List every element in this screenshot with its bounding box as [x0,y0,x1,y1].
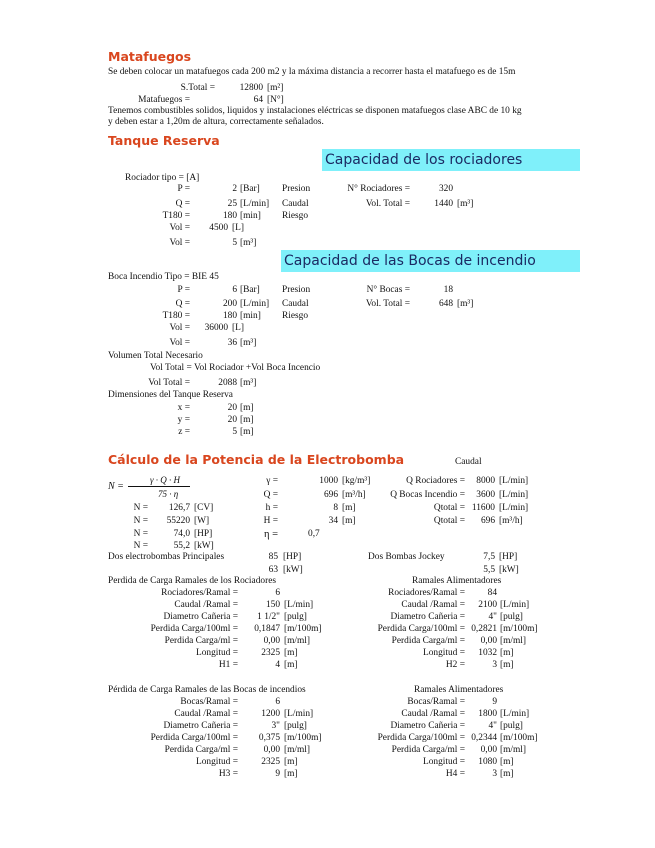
rociadores-alim-row-unit: [L/min] [500,600,530,610]
bocas-alim-row-value: 0,2344 [471,733,497,743]
q-bocas-label: Q Bocas Incendio = [390,490,465,500]
dim-z-unit: [m] [240,427,254,437]
vol-total-formula: Vol Total = Vol Rociador +Vol Boca Incencio [150,363,321,373]
dim-z-value: 5 [232,427,237,437]
boca-vol-total-label: Vol. Total = [365,299,410,309]
n-kw-label: N = [133,541,148,551]
rociadores-ramal-row-label: Diametro Cañeria = [163,612,238,622]
boca-q-value: 200 [222,299,237,309]
n-cv-unit: [CV] [194,503,214,513]
vol-total-necesario: Volumen Total Necesario [108,351,203,361]
boca-p-value: 6 [232,285,237,295]
rociador-vol1-value: 4500 [209,223,228,233]
rociadores-ramal-row-label: Caudal /Ramal = [174,600,238,610]
rociadores-ramal-row-label: Perdida Carga/100ml = [150,624,238,634]
boca-vol2-label: Vol = [169,338,190,348]
rociadores-alim-row-value: 2100 [478,600,497,610]
rociador-t-value: 180 [222,211,237,221]
dim-x-unit: [m] [240,403,254,413]
n-hp-label: N = [133,529,148,539]
jockey-kw-unit: [kW] [499,565,519,575]
rociadores-ramal-row-unit: [m/100m] [284,624,322,634]
rociadores-alim-row-label: Diametro Cañeria = [390,612,465,622]
tanque-title: Tanque Reserva [108,133,220,148]
bocas-ramal-row-label: Longitud = [195,757,238,767]
rociador-t-label: T180 = [162,211,190,221]
eta-value: 0,7 [308,529,320,539]
rociador-vol-total-value: 1440 [434,199,453,209]
rociadores-ramal-row-label: Longitud = [195,648,238,658]
rociadores-ramal-row-value: 0,00 [263,636,280,646]
rociador-vol2-label: Vol = [169,238,190,248]
rociador-t-desc: Riesgo [282,211,309,221]
jockey-label: Dos Bombas Jockey [368,552,445,562]
n-kw-unit: [kW] [194,541,214,551]
rociadores-alim-row-label: H2 = [445,660,465,670]
rociadores-alim-row-label: Perdida Carga/ml = [391,636,465,646]
matafuegos-intro: Se deben colocar un matafuegos cada 200 m2 y la máxima distancia a recorrer hasta el matafuego es de 15m [108,67,516,77]
H-unit: [m] [342,516,356,526]
s-total-label: S.Total = [180,83,215,93]
q-bocas-value: 3600 [476,490,495,500]
rociadores-alim-row-unit: [m] [500,660,514,670]
rociadores-alim-row-label: Longitud = [422,648,465,658]
vol-total-label: Vol Total = [148,378,190,388]
boca-p-label: P = [177,285,190,295]
rociador-p-unit: [Bar] [240,184,260,194]
bocas-ramal-row-label: Diametro Cañeria = [163,721,238,731]
bocas-ramal-row-label: Perdida Carga/ml = [164,745,238,755]
rociadores-ramal-row-value: 1 1/2" [257,612,280,622]
bocas-alim-row-label: Longitud = [422,757,465,767]
bocas-ramal-row-value: 6 [275,697,280,707]
bocas-ramal-row-unit: [L/min] [284,709,314,719]
perdidas-rociadores-alim-title: Ramales Alimentadores [412,576,502,586]
q-rociadores-unit: [L/min] [499,476,529,486]
q-bocas-unit: [L/min] [499,490,529,500]
boca-vol2-value: 36 [227,338,237,348]
gamma-label: γ = [266,476,278,486]
boca-p-desc: Presion [282,285,311,295]
rociadores-ramal-row-unit: [m] [284,648,298,658]
rociadores-alim-row-value: 84 [487,588,497,598]
matafuegos-count-label: Matafuegos = [138,95,190,105]
bocas-ramal-row-unit: [m] [284,769,298,779]
boca-tipo: Boca Incendio Tipo = BIE 45 [108,272,219,282]
q-label: Q = [263,490,278,500]
boca-p-unit: [Bar] [240,285,260,295]
perdidas-rociadores-title: Perdida de Carga Ramales de los Rociadores [108,576,277,586]
rociadores-alim-row-value: 0,00 [480,636,497,646]
rociadores-alim-row-label: Rociadores/Ramal = [388,588,465,598]
n-w-value: 55220 [166,516,190,526]
rociador-q-desc: Caudal [282,199,309,209]
rociadores-alim-row-value: 1032 [478,648,497,658]
boca-t-desc: Riesgo [282,311,309,321]
rociador-p-label: P = [177,184,190,194]
n-hp-unit: [HP] [194,529,213,539]
q-total-lmin-unit: [L/min] [499,503,529,513]
principales-kw-unit: [kW] [283,565,303,575]
rociadores-capacity-title: Capacidad de los rociadores [322,149,580,171]
rociador-vol-total-unit: [m³] [457,199,474,209]
bocas-alim-row-unit: [m/ml] [500,745,527,755]
bocas-alim-row-value: 1080 [478,757,497,767]
q-total-lmin-label: Qtotal = [433,503,465,513]
bocas-ramal-row-value: 0,00 [263,745,280,755]
principales-hp-value: 85 [268,552,278,562]
principales-label: Dos electrobombas Principales [108,552,225,562]
bocas-ramal-row-label: Bocas/Ramal = [180,697,238,707]
electrobomba-title: Cálculo de la Potencia de la Electrobomba [108,452,405,467]
bocas-alim-row-unit: [pulg] [500,721,523,731]
dim-y-label: y = [177,415,190,425]
perdidas-bocas-alim-title: Ramales Alimentadores [414,685,504,695]
bocas-alim-row-label: Caudal /Ramal = [401,709,465,719]
principales-kw-value: 63 [268,565,278,575]
bocas-alim-row-unit: [m] [500,769,514,779]
bocas-alim-row-unit: [L/min] [500,709,530,719]
q-value: 696 [323,490,338,500]
dim-y-unit: [m] [240,415,254,425]
q-rociadores-value: 8000 [476,476,495,486]
matafuegos-count-value: 64 [253,95,263,105]
boca-vol1-value: 36000 [204,323,228,333]
rociadores-alim-row-value: 4" [488,612,497,622]
dim-z-label: z = [178,427,190,437]
bocas-alim-row-label: Perdida Carga/100ml = [377,733,465,743]
rociador-q-unit: [L/min] [240,199,270,209]
jockey-hp-value: 7,5 [483,552,495,562]
boca-vol2-unit: [m³] [240,338,257,348]
bocas-alim-row-value: 3 [492,769,497,779]
matafuegos-count-unit: [N°] [267,95,284,105]
jockey-kw-value: 5,5 [483,565,495,575]
matafuegos-title: Matafuegos [108,49,192,64]
formula-fraction-line [128,486,190,487]
bocas-alim-row-label: Perdida Carga/ml = [391,745,465,755]
matafuegos-note-2: y deben estar a 1,20m de altura, correctamente señalados. [108,117,324,127]
H-label: H = [263,516,278,526]
perdidas-bocas-title: Pérdida de Carga Ramales de las Bocas de incendios [108,685,306,695]
bocas-ramal-row-unit: [m/100m] [284,733,322,743]
eta-label: η = [263,529,278,540]
rociadores-ramal-row-value: 150 [265,600,280,610]
s-total-unit: [m²] [267,83,284,93]
boca-vol1-unit: [L] [232,323,244,333]
rociadores-ramal-row-value: 6 [275,588,280,598]
n-rociadores-value: 320 [438,184,453,194]
boca-q-label: Q = [175,299,190,309]
rociadores-ramal-row-unit: [m] [284,660,298,670]
dim-y-value: 20 [227,415,237,425]
n-w-label: N = [133,516,148,526]
h-unit: [m] [342,503,356,513]
boca-t-unit: [min] [240,311,261,321]
n-bocas-label: N° Bocas = [366,285,410,295]
rociador-vol2-unit: [m³] [240,238,257,248]
H-value: 34 [328,516,338,526]
q-total-lmin-value: 11600 [471,503,495,513]
n-cv-value: 126,7 [168,503,190,513]
q-total-m3h-label: Qtotal = [433,516,465,526]
bocas-ramal-row-value: 1200 [261,709,280,719]
boca-vol-total-value: 648 [438,299,453,309]
rociadores-alim-row-unit: [pulg] [500,612,523,622]
bocas-ramal-row-unit: [pulg] [284,721,307,731]
boca-q-desc: Caudal [282,299,309,309]
bocas-alim-row-unit: [m] [500,757,514,767]
bocas-ramal-row-value: 3" [271,721,280,731]
vol-total-value: 2088 [218,378,237,388]
rociadores-ramal-row-value: 2325 [261,648,280,658]
rociador-tipo: Rociador tipo = [A] [125,173,200,183]
rociador-q-label: Q = [175,199,190,209]
q-total-m3h-value: 696 [480,516,495,526]
vol-total-unit: [m³] [240,378,257,388]
boca-vol1-label: Vol = [169,323,190,333]
gamma-value: 1000 [319,476,338,486]
bocas-alim-row-label: Bocas/Ramal = [407,697,465,707]
bocas-alim-row-value: 1800 [478,709,497,719]
bocas-alim-row-value: 0,00 [480,745,497,755]
bocas-alim-row-label: H4 = [445,769,465,779]
rociadores-alim-row-unit: [m/ml] [500,636,527,646]
rociadores-ramal-row-unit: [pulg] [284,612,307,622]
rociador-p-value: 2 [232,184,237,194]
bocas-ramal-row-value: 2325 [261,757,280,767]
rociador-p-desc: Presion [282,184,311,194]
bocas-ramal-row-label: H3 = [218,769,238,779]
formula-lhs: N = [108,481,124,492]
rociadores-ramal-row-value: 0,1847 [254,624,280,634]
rociadores-alim-row-label: Perdida Carga/100ml = [377,624,465,634]
rociadores-ramal-row-unit: [L/min] [284,600,314,610]
bocas-alim-row-unit: [m/100m] [500,733,538,743]
bocas-ramal-row-value: 9 [275,769,280,779]
caudal-header: Caudal [455,457,482,467]
principales-hp-unit: [HP] [283,552,302,562]
bocas-ramal-row-label: Caudal /Ramal = [174,709,238,719]
q-total-m3h-unit: [m³/h] [499,516,523,526]
bocas-ramal-row-value: 0,375 [258,733,280,743]
boca-t-value: 180 [222,311,237,321]
q-unit: [m³/h] [342,490,366,500]
rociadores-ramal-row-label: Perdida Carga/ml = [164,636,238,646]
n-hp-value: 74,0 [173,529,190,539]
dim-x-label: x = [177,403,190,413]
rociadores-ramal-row-label: H1 = [218,660,238,670]
bocas-alim-row-value: 4" [488,721,497,731]
boca-vol-total-unit: [m³] [457,299,474,309]
formula-denominator: 75 · η [158,489,179,499]
h-label: h = [265,503,278,513]
dim-x-value: 20 [227,403,237,413]
boca-t-label: T180 = [162,311,190,321]
n-cv-label: N = [133,503,148,513]
formula-numerator: γ · Q · H [150,475,181,485]
bocas-ramal-row-label: Perdida Carga/100ml = [150,733,238,743]
rociador-vol2-value: 5 [232,238,237,248]
rociadores-alim-row-unit: [m] [500,648,514,658]
bocas-alim-row-value: 9 [492,697,497,707]
rociadores-alim-row-value: 3 [492,660,497,670]
gamma-unit: [kg/m³] [342,476,371,486]
n-w-unit: [W] [194,516,210,526]
rociador-vol1-unit: [L] [232,223,244,233]
n-kw-value: 55,2 [173,541,190,551]
rociadores-alim-row-label: Caudal /Ramal = [401,600,465,610]
n-rociadores-label: N° Rociadores = [347,184,410,194]
bocas-ramal-row-unit: [m/ml] [284,745,311,755]
dimensiones-title: Dimensiones del Tanque Reserva [108,390,233,400]
rociador-vol-total-label: Vol. Total = [365,199,410,209]
bocas-ramal-row-unit: [m] [284,757,298,767]
n-bocas-value: 18 [443,285,453,295]
jockey-hp-unit: [HP] [499,552,518,562]
q-rociadores-label: Q Rociadores = [406,476,465,486]
rociadores-ramal-row-label: Rociadores/Ramal = [161,588,238,598]
rociador-q-value: 25 [227,199,237,209]
rociadores-alim-row-value: 0,2821 [471,624,497,634]
matafuegos-note-1: Tenemos combustibles solidos, liquidos y instalaciones eléctricas se disponen matafuegos clase ABC de 10 kg [108,106,522,116]
h-value: 8 [333,503,338,513]
rociadores-ramal-row-value: 4 [275,660,280,670]
rociadores-ramal-row-unit: [m/ml] [284,636,311,646]
rociadores-alim-row-unit: [m/100m] [500,624,538,634]
rociador-t-unit: [min] [240,211,261,221]
boca-q-unit: [L/min] [240,299,270,309]
bocas-alim-row-label: Diametro Cañeria = [390,721,465,731]
s-total-value: 12800 [239,83,263,93]
rociador-vol1-label: Vol = [169,223,190,233]
bocas-capacity-title: Capacidad de las Bocas de incendio [281,250,580,272]
